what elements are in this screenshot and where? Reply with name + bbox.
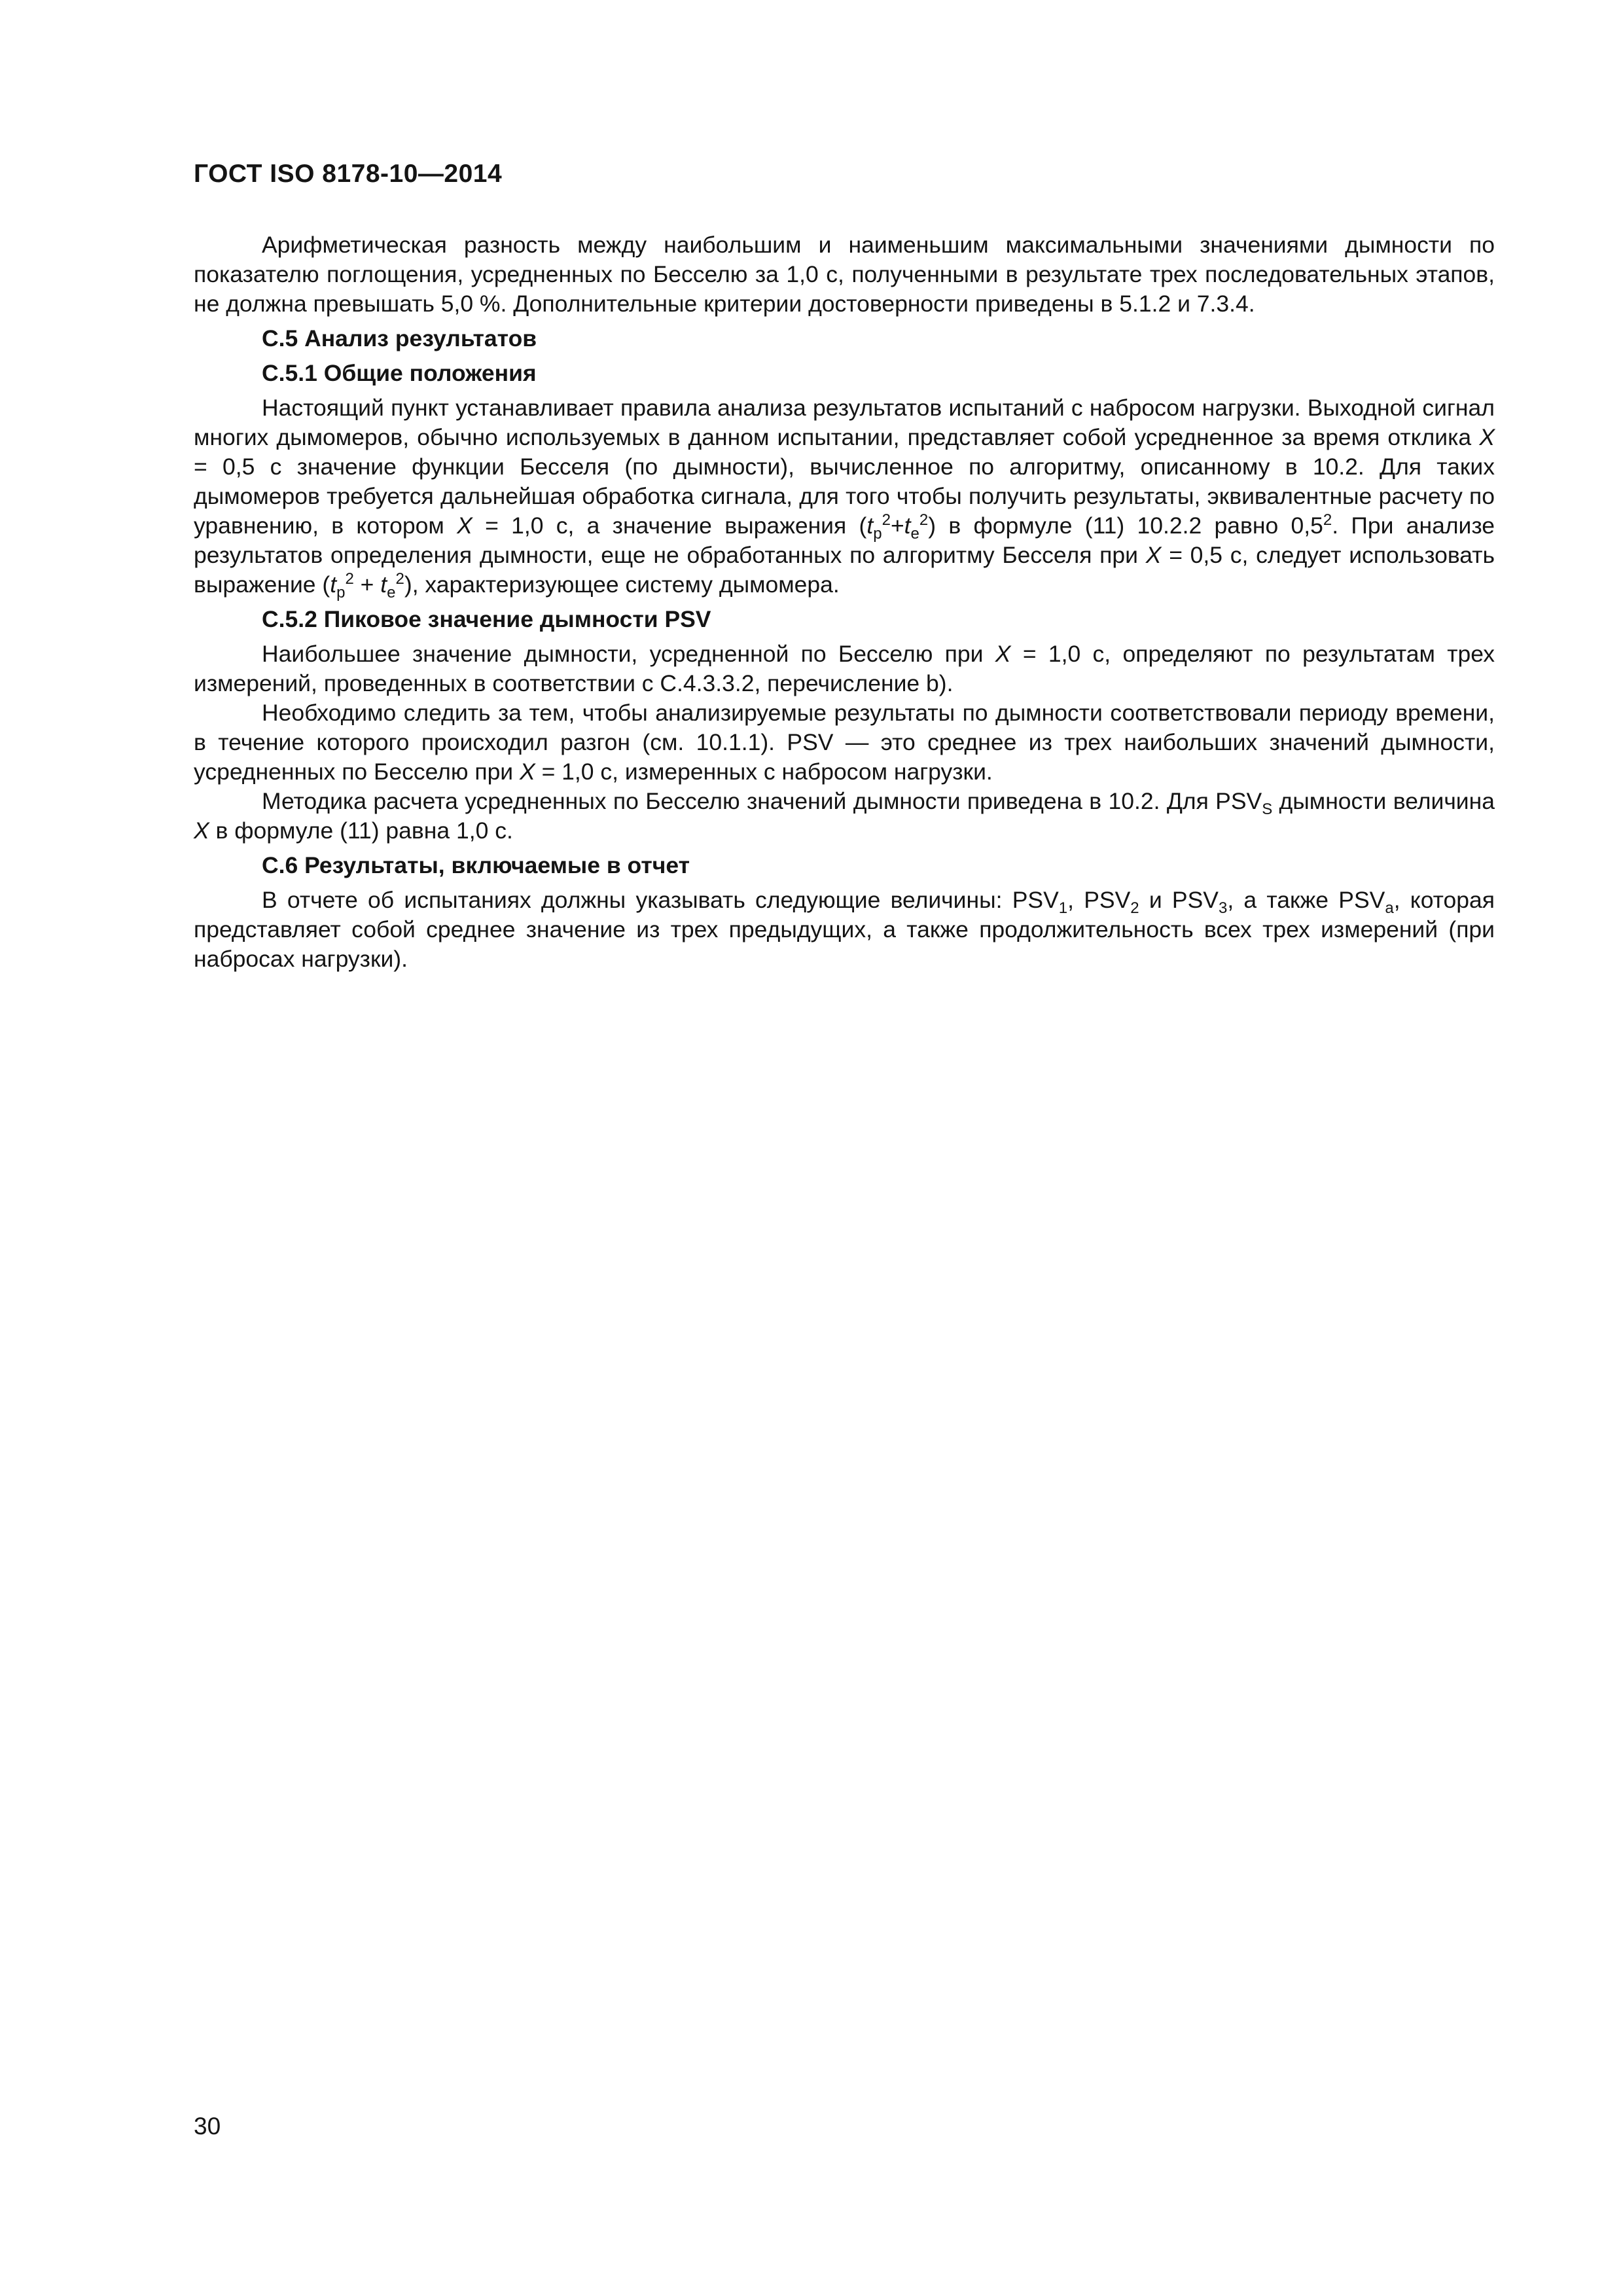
text-run: = 1,0 с, измеренных с набросом нагрузки. xyxy=(535,759,993,785)
section-c52-paragraph-1 xyxy=(194,639,1495,698)
document-header: ГОСТ ISO 8178-10—2014 xyxy=(194,160,503,188)
section-c52-heading: С.5.2 Пиковое значение дымности PSV xyxy=(262,606,711,632)
text-run: , PSV xyxy=(1067,887,1131,913)
subscript: p xyxy=(336,584,346,602)
superscript: 2 xyxy=(919,511,929,529)
subscript: e xyxy=(387,584,396,602)
page-number: 30 xyxy=(194,2113,221,2140)
superscript: 2 xyxy=(395,570,404,588)
text-run: и PSV xyxy=(1139,887,1219,913)
document-body xyxy=(194,230,1495,974)
text-run: дымности величина xyxy=(1272,788,1495,814)
subscript: 1 xyxy=(1058,899,1068,918)
text-run: В отчете об испытаниях должны указывать следующие величины: PSV xyxy=(262,887,1059,913)
text-run: ) в формуле (11) 10.2.2 равно 0,5 xyxy=(928,512,1323,539)
subscript: e xyxy=(910,525,919,543)
subscript: a xyxy=(1385,899,1394,918)
section-c51-heading: С.5.1 Общие положения xyxy=(262,360,537,386)
subscript: S xyxy=(1262,800,1273,819)
section-c52-paragraph-2 xyxy=(194,698,1495,787)
superscript: 2 xyxy=(882,511,891,529)
variable-t: t xyxy=(866,512,874,539)
text-run: = 1,0 с, определяют по результатам трех измерений, проведенных в соответствии с С.4.3.3.2, перечисление b). xyxy=(194,641,1495,696)
text-run: Методика расчета усредненных по Бесселю значений дымности приведена в 10.2. Для PSV xyxy=(262,788,1262,814)
text-run: , а также PSV xyxy=(1227,887,1385,913)
text-run: = 0,5 с, следует использовать выражение ( xyxy=(194,542,1495,598)
text-run: Наибольшее значение дымности, усредненной по Бесселю при xyxy=(262,641,995,667)
subscript: 3 xyxy=(1218,899,1228,918)
section-c52-paragraph-3 xyxy=(194,787,1495,846)
text-run: , которая представляет собой среднее значение из трех предыдущих, а также продолжительность всех трех измерений (при набросах нагрузки). xyxy=(194,887,1495,972)
section-c6-heading: С.6 Результаты, включаемые в отчет xyxy=(262,852,690,878)
text-run: в формуле (11) равна 1,0 с. xyxy=(209,817,513,844)
variable-x: X xyxy=(1145,542,1162,568)
operator: + xyxy=(353,571,381,598)
variable-x: X xyxy=(457,512,473,539)
superscript: 2 xyxy=(1323,511,1332,529)
section-c6-paragraph xyxy=(194,886,1495,974)
text-run: = 1,0 с, а значение выражения ( xyxy=(472,512,867,539)
text-run: ), характеризующее систему дымомера. xyxy=(404,571,840,598)
variable-x: X xyxy=(1479,424,1495,450)
variable-x: X xyxy=(995,641,1011,667)
variable-t: t xyxy=(380,571,387,598)
variable-x: X xyxy=(194,817,209,844)
text-run: Настоящий пункт устанавливает правила анализа результатов испытаний с набросом нагрузки. Выходной сигнал многих дымомеров, обычно используемых в данном испытании, представляет собой усредненное за время отклика xyxy=(194,395,1495,450)
superscript: 2 xyxy=(345,570,354,588)
text-run: = 0,5 с значение функции Бесселя (по дымности), вычисленное по алгоритму, описанному в 10.2. Для таких дымомеров требуется дальнейшая обработка сигнала, для того чтобы получить результаты, эквивалентные расчету по уравнению, в котором xyxy=(194,454,1495,539)
text-run: . При анализе результатов определения дымности, еще не обработанных по алгоритму Бесселя при xyxy=(194,512,1495,568)
variable-x: X xyxy=(520,759,535,785)
variable-t: t xyxy=(330,571,337,598)
operator: + xyxy=(890,512,904,539)
subscript: p xyxy=(873,525,882,543)
variable-t: t xyxy=(904,512,911,539)
section-c5-heading: С.5 Анализ результатов xyxy=(262,325,537,351)
subscript: 2 xyxy=(1130,899,1139,918)
text-run: Необходимо следить за тем, чтобы анализируемые результаты по дымности соответствовали периоду времени, в течение которого происходил разгон (см. 10.1.1). PSV — это среднее из трех наибольших значений дымности, усредненных по Бесселю при xyxy=(194,700,1495,785)
section-c51-paragraph xyxy=(194,393,1495,600)
intro-paragraph: Арифметическая разность между наибольшим и наименьшим максимальными значениями дымности по показателю поглощения, усредненных по Бесселю за 1,0 с, полученными в результате трех последовательных этапов, не должна превышать 5,0 %. Дополнительные критерии достоверности приведены в 5.1.2 и 7.3.4. xyxy=(194,232,1495,317)
